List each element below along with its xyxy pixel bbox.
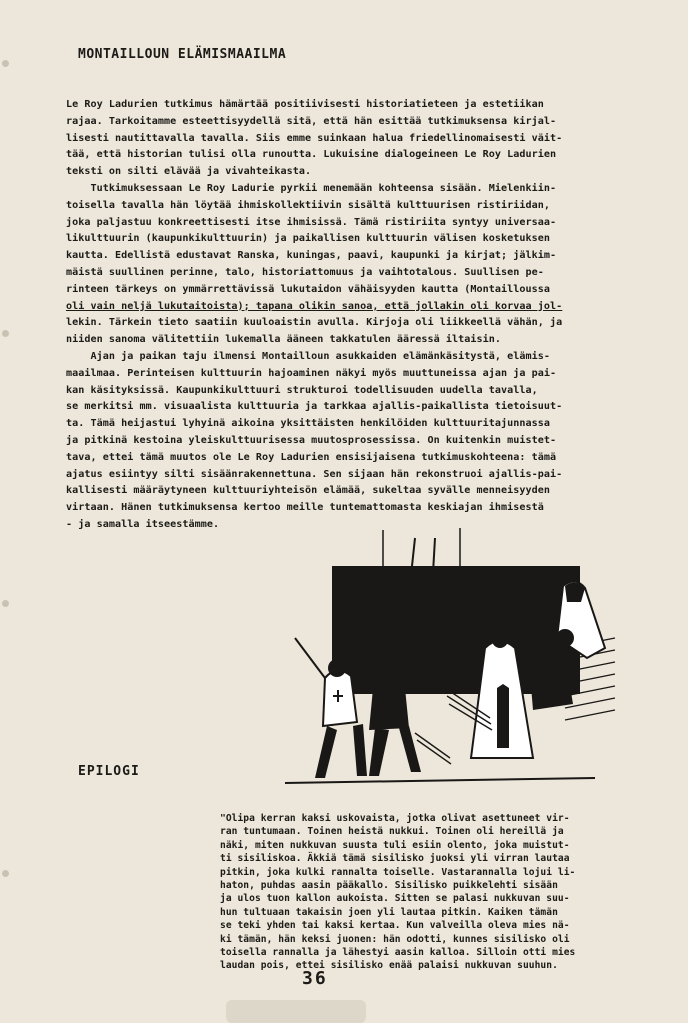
body-line: ta. Tämä heijastui lyhyinä aikoina yksittäisten henkilöiden kulttuuritajunnassa — [66, 418, 551, 430]
body-line: kan käsityksissä. Kaupunkikulttuuri strukturoi todellisuuden uudella tavalla, — [66, 384, 538, 396]
quote-line: haton, puhdas aasin pääkallo. Sisilisko puikkelehti sisään — [220, 880, 558, 892]
epilogue-heading: EPILOGI — [78, 764, 140, 779]
article-body — [66, 97, 626, 534]
quote-line: ran tuntumaan. Toinen heistä nukkui. Toinen oli hereillä ja — [220, 826, 564, 838]
quote-line: "Olipa kerran kaksi uskovaista, jotka olivat asettuneet vir- — [220, 813, 570, 824]
quote-line: se teki yhden tai kaksi kertaa. Kun valveilla oleva mies nä- — [220, 920, 570, 932]
body-line: mäistä suullinen perinne, talo, historiattomuus ja vaihtotalous. Suullisen pe- — [66, 266, 544, 278]
body-line: tava, ettei tämä muutos ole Le Roy Ladurien ensisijaisena tutkimuskohteena: tämä — [66, 451, 557, 463]
body-line: toisella tavalla hän löytää ihmiskollektiivin sisältä kulttuurisen ristiriidan, — [66, 199, 551, 211]
body-line: teksti on silti elävää ja vivahteikasta. — [66, 166, 312, 178]
body-line: ja pitkinä kestoina yleiskulttuurisessa muutosprosessissa. On kuitenkin muistet- — [66, 434, 557, 446]
body-line: tää, että historian tulisi olla runoutta. Lukuisine dialogeineen Le Roy Ladurien — [66, 149, 557, 161]
body-line: likulttuurin (kaupunkikulttuurin) ja paikallisen kulttuurin välisen kosketuksen — [66, 233, 551, 245]
body-line: lekin. Tärkein tieto saatiin kuuloaistin avulla. Kirjoja oli liikkeellä vähän, ja — [66, 317, 563, 329]
quote-line: näki, miten nukkuvan suusta tuli esiin olento, joka muistut- — [220, 839, 570, 851]
quote-line: ja ulos tuon kallon aukoista. Sitten se palasi nukkuvan suu- — [220, 893, 570, 905]
bleed-through-smudge — [226, 1000, 366, 1023]
quote-line: ti sisiliskoa. Äkkiä tämä sisilisko juoksi yli virran lautaa — [220, 853, 570, 865]
medieval-crowd-illustration — [265, 528, 625, 790]
body-line: maailmaa. Perinteisen kulttuurin hajoaminen näkyi myös muuttuneissa ajan ja pai- — [66, 367, 557, 379]
body-line: kallisesti määräytyneen kulttuuriyhteisön elämää, sukeltaa syvälle menneisyyden — [66, 485, 551, 497]
article-title: MONTAILLOUN ELÄMISMAAILMA — [78, 47, 287, 62]
body-line: - ja samalla itseestämme. — [66, 518, 220, 530]
body-line: rajaa. Tarkoitamme esteettisyydellä sitä, että hän esittää tutkimuksensa kirjal- — [66, 115, 557, 127]
body-line: Le Roy Ladurien tutkimus hämärtää positiivisesti historiatieteen ja estetiikan — [66, 99, 544, 110]
quote-line: pitkin, joka kulki rannalta toiselle. Vastarannalla lojui li- — [220, 866, 576, 878]
binding-edge — [0, 0, 12, 1023]
body-line: kautta. Edellistä edustavat Ranska, kuningas, paavi, kaupunki ja kirjat; jälkim- — [66, 250, 557, 262]
quote-line: ki tämän, hän keksi juonen: hän odotti, kunnes sisilisko oli — [220, 933, 570, 945]
quote-line: toisella rannalla ja lähestyi aasin kalloa. Silloin otti mies — [220, 947, 576, 959]
quote-line: hun tultuaan takaisin joen yli lautaa pitkin. Kaiken tämän — [220, 906, 558, 918]
body-line: oli vain neljä lukutaitoista); tapana olikin sanoa, että jollakin oli korvaa jol- — [66, 300, 563, 312]
body-line: virtaan. Hänen tutkimuksensa kertoo meille tuntemattomasta keskiajan ihmisestä — [66, 502, 544, 514]
quote-line: laudan pois, ettei sisilisko enää palaisi nukkuvan suuhun. — [220, 960, 558, 972]
body-line: ajatus esiintyy silti sisäänrakennettuna. Sen sijaan hän rekonstruoi ajallis-pai- — [66, 468, 563, 480]
body-line: joka paljastuu konkreettisesti itse ihmisissä. Tämä ristiriita syntyy universaa- — [66, 216, 557, 228]
body-line: se merkitsi mm. visuaalista kulttuuria ja tarkkaa ajallis-paikallista tietoisuut- — [66, 401, 563, 413]
body-line: niiden sanoma välitettiin lukemalla ääneen takkatulen ääressä iltaisin. — [66, 334, 502, 346]
page-number: 36 — [302, 968, 328, 989]
body-line: Tutkimuksessaan Le Roy Ladurie pyrkii menemään kohteensa sisään. Mielenkiin- — [66, 182, 557, 194]
body-line: lisesti nautittavalla tavalla. Siis emme suinkaan halua friedellinomaisesti väit- — [66, 132, 563, 144]
body-line: Ajan ja paikan taju ilmensi Montailloun asukkaiden elämänkäsitystä, elämis- — [66, 350, 551, 362]
epilogue-quote — [220, 812, 650, 973]
body-line: rinteen tärkeys on ymmärrettävissä lukutaidon vähäisyyden kautta (Montailloussa — [66, 283, 551, 295]
